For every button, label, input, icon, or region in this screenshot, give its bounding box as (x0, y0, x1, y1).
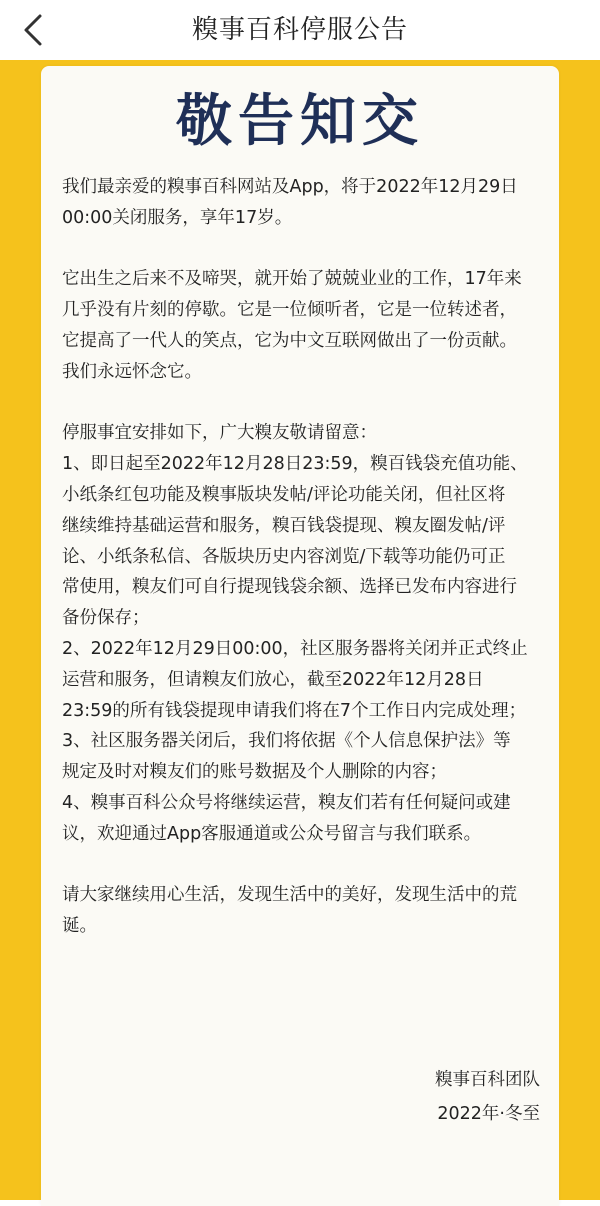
page-title: 糗事百科停服公告 (191, 15, 408, 45)
notice-paragraph-arrangements: 停服事宜安排如下，广大糗友敬请留意： 1、即日起至2022年12月28日23:59，糗百钱袋充值功能、 小纸条红包功能及糗事版块发帖/评论功能关闭，但社区将 继续维持基础运营和服务，糗百钱袋提现、糗友圈发帖/评 论、小纸条私信、各版块历史内容浏览/下载等功能仍可正 常使用，糗友们可自行提现钱袋余额、选择已发布内容进行 备份保存； 2、2022年12月29日00:00，社区服务器将关闭并正式终止 运营和服务，但请糗友们放心，截至2022年12月28日 23:59的所有钱袋提现申请我们将在7个工作日内完成处理； 3、社区服务器关闭后，我们将依据《个人信息保护法》等 规定及时对糗友们的账号数据及个人删除的内容； 4、糗事百科公众号将继续运营，糗友们若有任何疑问或建 议，欢迎通过App客服通道或公众号留言与我们联系。 (62, 423, 528, 844)
signature-team: 糗事百科团队 (435, 1070, 540, 1090)
paragraph-gap (62, 388, 546, 419)
paragraph-gap (62, 850, 546, 881)
notice-paragraph-farewell: 请大家继续用心生活，发现生活中的美好，发现生活中的荒 诞。 (62, 885, 517, 937)
paragraph-gap (62, 234, 546, 265)
notice-body (62, 172, 546, 942)
signature (435, 1063, 540, 1131)
notice-headline: 敬告知交 (176, 89, 424, 154)
notice-paragraph-tribute: 它出生之后来不及啼哭，就开始了兢兢业业的工作，17年来 几乎没有片刻的停歇。它是一位倾听者，它是一位转述者， 它提高了一代人的笑点，它为中文互联网做出了一份贡献。 我们永远怀念它。 (62, 269, 522, 382)
nav-bar (0, 0, 600, 61)
notice-paragraph-closing-date: 我们最亲爱的糗事百科网站及App，将于2022年12月29日 00:00关闭服务，享年17岁。 (62, 177, 518, 228)
signature-date: 2022年·冬至 (437, 1104, 540, 1124)
